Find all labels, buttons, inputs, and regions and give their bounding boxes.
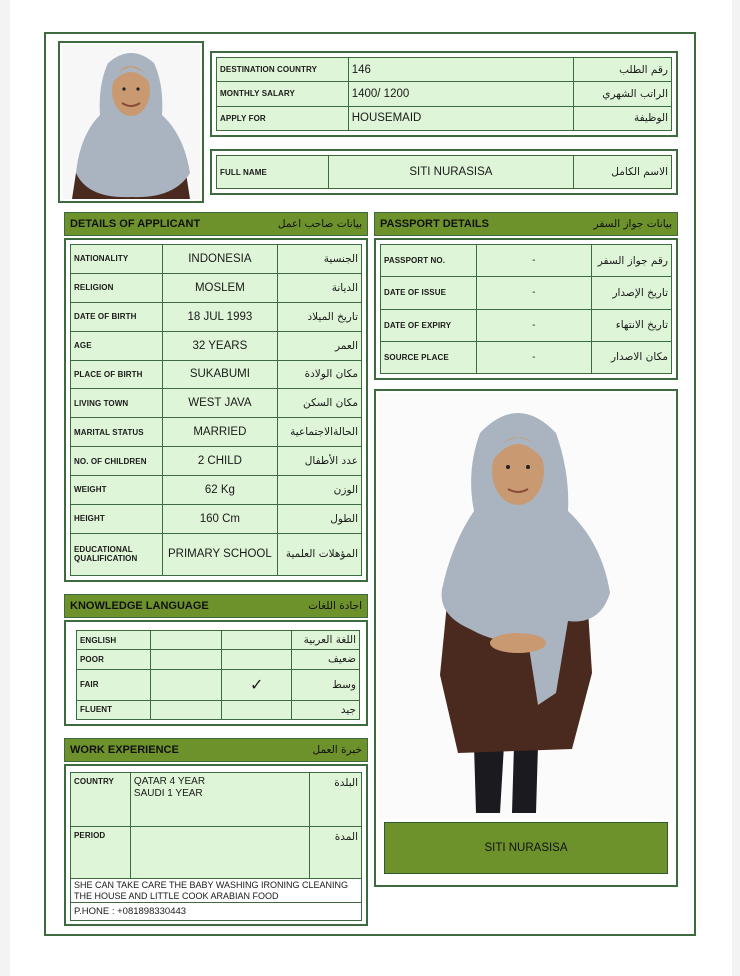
row-label: WEIGHT — [71, 476, 163, 505]
language-table — [76, 630, 360, 720]
applicant-detail-row — [71, 476, 362, 505]
level-label: POOR — [77, 650, 151, 669]
applicant-details-table — [70, 244, 362, 576]
top-field-row — [217, 82, 672, 106]
top-fields-box — [210, 51, 678, 137]
work-country-value — [130, 773, 309, 827]
passport-header-arabic: بيانات جواز السفر — [593, 218, 672, 230]
row-arabic: الوزن — [278, 476, 362, 505]
language-section-header — [64, 594, 368, 618]
row-label: RELIGION — [71, 273, 163, 302]
row-value: - — [476, 341, 591, 373]
row-label: AGE — [71, 331, 163, 360]
field-label: DESTINATION COUNTRY — [217, 58, 349, 82]
applicant-header-arabic: بيانات صاحب اعمل — [277, 218, 362, 230]
row-arabic: الديانة — [278, 273, 362, 302]
top-fields-table — [216, 57, 672, 131]
row-arabic: الطول — [278, 504, 362, 533]
language-level-row — [77, 700, 360, 719]
row-value: MARRIED — [162, 418, 277, 447]
work-experience-table — [70, 772, 362, 921]
full-name-box — [210, 149, 678, 195]
row-value: 18 JUL 1993 — [162, 302, 277, 331]
row-label: DATE OF EXPIRY — [381, 309, 477, 341]
portrait-photo — [62, 45, 200, 199]
full-name-label: FULL NAME — [217, 156, 329, 189]
row-arabic: مكان الاصدار — [592, 341, 672, 373]
level-check: ✓ — [222, 669, 292, 700]
row-arabic: تاريخ الميلاد — [278, 302, 362, 331]
level-label: FLUENT — [77, 700, 151, 719]
passport-details-box — [374, 238, 678, 380]
row-arabic: العمر — [278, 331, 362, 360]
work-country-line: QATAR 4 YEAR — [133, 776, 206, 787]
full-name-table — [216, 155, 672, 189]
row-arabic: رقم جواز السفر — [592, 245, 672, 277]
applicant-detail-row — [71, 245, 362, 274]
row-label: LIVING TOWN — [71, 389, 163, 418]
photo-caption: SITI NURASISA — [384, 822, 668, 874]
top-field-row — [217, 106, 672, 130]
work-country-label: COUNTRY — [71, 773, 131, 827]
row-value: - — [476, 277, 591, 309]
field-value: 146 — [348, 58, 573, 82]
row-label: SOURCE PLACE — [381, 341, 477, 373]
row-arabic: مكان الولادة — [278, 360, 362, 389]
applicant-detail-row — [71, 418, 362, 447]
row-label: NO. OF CHILDREN — [71, 447, 163, 476]
row-value: 32 YEARS — [162, 331, 277, 360]
work-period-value — [130, 827, 309, 879]
work-header-title: WORK EXPERIENCE — [70, 744, 179, 756]
work-experience-box — [64, 764, 368, 926]
field-value: HOUSEMAID — [348, 106, 573, 130]
work-section-header — [64, 738, 368, 762]
top-field-row — [217, 58, 672, 82]
field-arabic: رقم الطلب — [574, 58, 672, 82]
row-arabic: الحالةالاجتماعية — [278, 418, 362, 447]
row-arabic: تاريخ الانتهاء — [592, 309, 672, 341]
row-value: INDONESIA — [162, 245, 277, 274]
portrait-photo-box — [58, 41, 204, 203]
level-arabic: ضعيف — [292, 650, 360, 669]
cv-form-frame — [44, 32, 696, 936]
language-level-row — [77, 650, 360, 669]
full-body-photo — [378, 393, 674, 819]
row-value: 2 CHILD — [162, 447, 277, 476]
field-label: MONTHLY SALARY — [217, 82, 349, 106]
level-check — [222, 650, 292, 669]
passport-detail-row — [381, 341, 672, 373]
work-period-row — [71, 827, 362, 879]
work-phone-row — [71, 903, 362, 921]
row-label: MARITAL STATUS — [71, 418, 163, 447]
row-arabic: عدد الأطفال — [278, 447, 362, 476]
language-box — [64, 620, 368, 726]
field-label: APPLY FOR — [217, 106, 349, 130]
row-label: EDUCATIONAL QUALIFICATION — [71, 533, 163, 575]
passport-details-table — [380, 244, 672, 374]
work-notes-row — [71, 879, 362, 903]
language-arabic: اللغة العربية — [292, 631, 360, 650]
row-arabic: مكان السكن — [278, 389, 362, 418]
row-value: PRIMARY SCHOOL — [162, 533, 277, 575]
work-country-arabic: البلدة — [310, 773, 362, 827]
row-value: SUKABUMI — [162, 360, 277, 389]
row-label: NATIONALITY — [71, 245, 163, 274]
applicant-detail-row — [71, 331, 362, 360]
row-label: PLACE OF BIRTH — [71, 360, 163, 389]
full-name-arabic: الاسم الكامل — [574, 156, 672, 189]
row-value: - — [476, 245, 591, 277]
applicant-detail-row — [71, 504, 362, 533]
row-value: - — [476, 309, 591, 341]
field-arabic: الراتب الشهري — [574, 82, 672, 106]
passport-detail-row — [381, 245, 672, 277]
level-label: FAIR — [77, 669, 151, 700]
language-name: ENGLISH — [77, 631, 151, 650]
row-arabic: تاريخ الإصدار — [592, 277, 672, 309]
row-value: WEST JAVA — [162, 389, 277, 418]
row-label: DATE OF ISSUE — [381, 277, 477, 309]
applicant-section-header — [64, 212, 368, 236]
applicant-header-title: DETAILS OF APPLICANT — [70, 218, 201, 230]
row-arabic: الجنسية — [278, 245, 362, 274]
level-arabic: وسط — [292, 669, 360, 700]
full-body-photo-box — [374, 389, 678, 887]
applicant-detail-row — [71, 273, 362, 302]
work-period-arabic: المدة — [310, 827, 362, 879]
language-level-row — [77, 669, 360, 700]
work-country-line: SAUDI 1 YEAR — [133, 788, 203, 799]
field-value: 1400/ 1200 — [348, 82, 573, 106]
field-arabic: الوظيفة — [574, 106, 672, 130]
row-value: 160 Cm — [162, 504, 277, 533]
applicant-detail-row — [71, 533, 362, 575]
phone-number: P.HONE : +081898330443 — [71, 903, 362, 921]
row-arabic: المؤهلات العلمية — [278, 533, 362, 575]
passport-detail-row — [381, 277, 672, 309]
work-header-arabic: خبرة العمل — [312, 744, 362, 756]
applicant-detail-row — [71, 360, 362, 389]
row-value: MOSLEM — [162, 273, 277, 302]
applicant-details-box — [64, 238, 368, 582]
passport-header-title: PASSPORT DETAILS — [380, 218, 489, 230]
language-header-arabic: اجادة اللغات — [308, 600, 362, 612]
applicant-detail-row — [71, 447, 362, 476]
passport-section-header — [374, 212, 678, 236]
work-period-label: PERIOD — [71, 827, 131, 879]
language-header-row — [77, 631, 360, 650]
applicant-detail-row — [71, 389, 362, 418]
row-label: DATE OF BIRTH — [71, 302, 163, 331]
level-arabic: جيد — [292, 700, 360, 719]
language-header-title: KNOWLEDGE LANGUAGE — [70, 600, 209, 612]
row-label: PASSPORT NO. — [381, 245, 477, 277]
applicant-detail-row — [71, 302, 362, 331]
level-check — [222, 700, 292, 719]
work-country-row — [71, 773, 362, 827]
row-label: HEIGHT — [71, 504, 163, 533]
row-value: 62 Kg — [162, 476, 277, 505]
work-notes: SHE CAN TAKE CARE THE BABY WASHING IRONING CLEANING THE HOUSE AND LITTLE COOK ARABIAN FOOD — [71, 879, 362, 903]
full-name-value: SITI NURASISA — [328, 156, 573, 189]
passport-detail-row — [381, 309, 672, 341]
